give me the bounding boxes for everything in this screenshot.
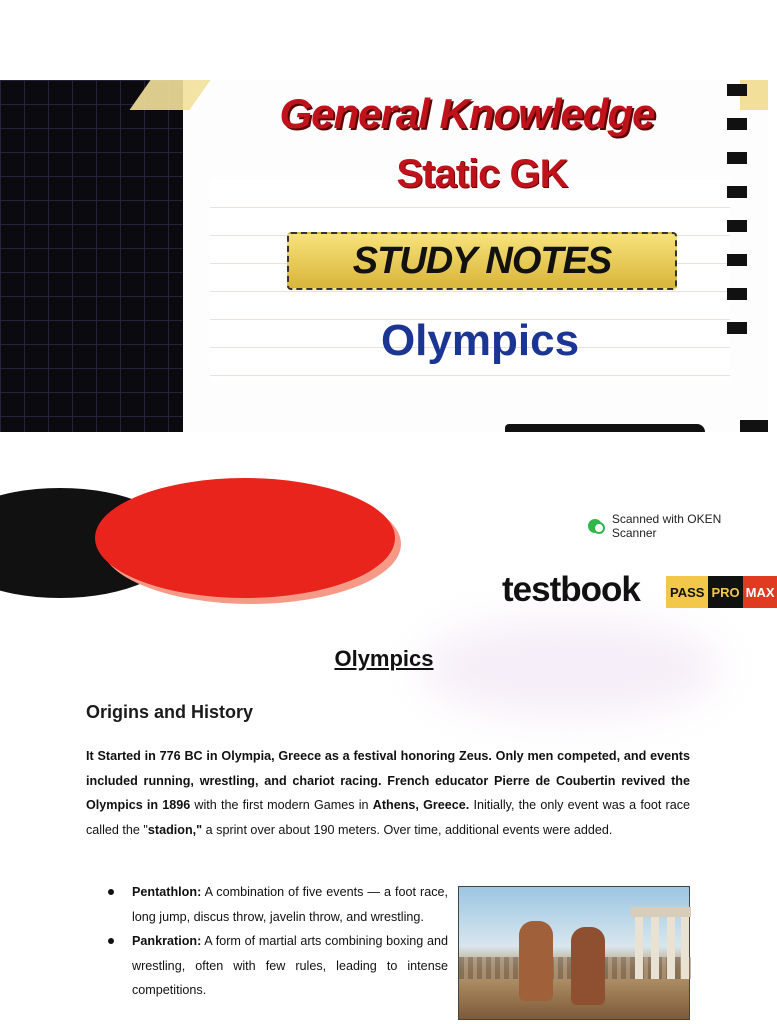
list-item — [108, 880, 448, 929]
list-term: Pankration: — [132, 934, 202, 948]
pass-label: PASS — [666, 576, 708, 608]
cover-subtitle: Static GK — [396, 152, 568, 196]
pass-pro-max-badge — [666, 576, 777, 608]
cover-page — [0, 80, 768, 432]
scanner-text: Scanned with OKEN Scanner — [611, 512, 722, 540]
study-notes-badge — [287, 232, 677, 290]
wrestlers-illustration — [458, 886, 690, 1020]
decorative-blob — [95, 478, 395, 598]
list-text: A form of martial arts combining boxing and wrestling, often with few rules, leading to intense competitions. — [132, 934, 448, 997]
torn-edge — [740, 420, 768, 432]
pro-label: PRO — [708, 576, 742, 608]
event-list — [108, 880, 448, 1003]
list-item — [108, 929, 448, 1003]
cover-topic: Olympics — [380, 316, 580, 365]
notebook-spiral — [727, 84, 747, 354]
scanner-logo-icon — [588, 518, 606, 534]
badge-label: STUDY NOTES — [352, 239, 612, 282]
para-text: Initially, the only event was a foot race called the " — [86, 798, 691, 837]
list-term: Pentathlon: — [132, 885, 202, 899]
notes-page — [0, 558, 775, 1024]
para-text: a sprint over about 190 meters. Over time, additional events were added. — [202, 822, 613, 837]
torn-edge — [505, 424, 705, 432]
cover-title: General Knowledge — [279, 90, 655, 137]
document-title: Olympics — [334, 646, 434, 671]
testbook-logo: testbook — [502, 570, 640, 609]
section-heading: Origins and History — [86, 702, 254, 722]
cover-grid-panel — [0, 80, 183, 432]
para-bold: It Started in 776 BC in Olympia, Greece as a festival honoring Zeus. Only men competed, and events included running, wrestling, and chariot racing. French educator Pierre de Coubertin revived the Olympics in 1896 — [86, 749, 690, 812]
history-paragraph — [86, 744, 690, 842]
para-bold: Athens, Greece. — [372, 798, 470, 812]
list-text: A combination of five events — a foot race, long jump, discus throw, javelin throw, and wrestling. — [132, 885, 448, 924]
max-label: MAX — [743, 576, 777, 608]
para-text: with the first modern Games in — [190, 798, 373, 812]
scanner-watermark — [588, 512, 768, 540]
para-bold: stadion," — [147, 822, 203, 837]
